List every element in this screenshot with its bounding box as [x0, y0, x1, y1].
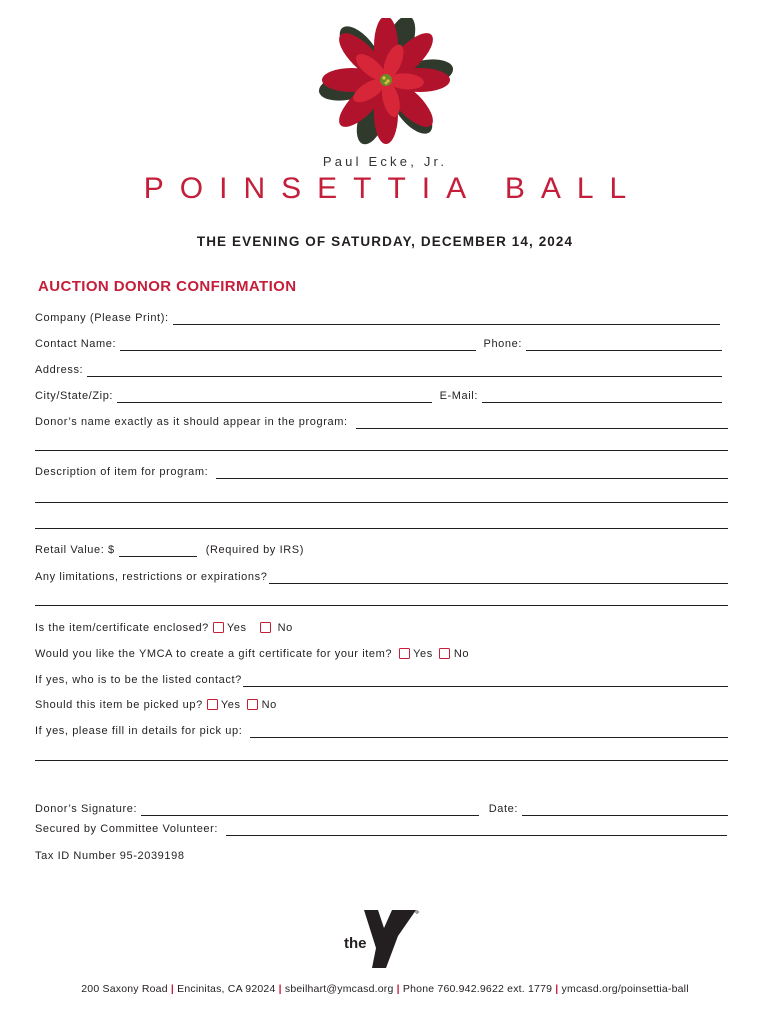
pickup-row [35, 698, 728, 712]
pickup-details-row [35, 724, 728, 738]
description-label: Description of item for program: [35, 466, 209, 478]
footer [0, 983, 770, 995]
footer-email-link[interactable]: sbeilhart@ymcasd.org [284, 983, 394, 995]
page-title: POINSETTIA BALL [143, 172, 643, 205]
pickup-no-label: No [261, 699, 277, 711]
address-field[interactable] [87, 366, 722, 377]
description-row [35, 465, 728, 479]
enclosed-row [35, 621, 728, 635]
gift-cert-yes-label: Yes [413, 648, 433, 660]
phone-field[interactable] [526, 340, 722, 351]
gift-cert-yes-checkbox[interactable] [399, 648, 410, 659]
poinsettia-illustration [318, 18, 454, 148]
signature-row [35, 802, 728, 816]
description-field[interactable] [216, 468, 728, 479]
signature-field[interactable] [141, 805, 479, 816]
address-row [35, 363, 722, 377]
pickup-details-field-line2[interactable] [35, 760, 728, 761]
donor-name-label: Donor’s name exactly as it should appear in the program: [35, 416, 348, 428]
enclosed-yes-label: Yes [226, 622, 247, 634]
footer-phone: Phone 760.942.9622 ext. 1779 [402, 983, 553, 995]
donor-name-field[interactable] [356, 418, 728, 429]
event-date: THE EVENING OF SATURDAY, DECEMBER 14, 2024 [196, 234, 574, 249]
contact-row [35, 337, 722, 351]
limitations-row [35, 570, 728, 584]
footer-address: 200 Saxony Road [81, 983, 168, 995]
logo-the-text: the [344, 935, 367, 952]
email-field[interactable] [482, 392, 722, 403]
address-label: Address: [35, 364, 84, 376]
footer-city: Encinitas, CA 92024 [177, 983, 276, 995]
section-title: AUCTION DONOR CONFIRMATION [38, 278, 297, 295]
contact-name-label: Contact Name: [35, 338, 117, 350]
donor-name-field-line2[interactable] [35, 450, 728, 451]
footer-url-link[interactable]: ymcasd.org/poinsettia-ball [561, 983, 689, 995]
gift-cert-row [35, 647, 728, 661]
listed-contact-field[interactable] [243, 676, 728, 687]
company-row [35, 311, 720, 325]
limitations-label: Any limitations, restrictions or expirations? [35, 571, 268, 583]
description-field-line2[interactable] [35, 502, 728, 503]
secured-by-label: Secured by Committee Volunteer: [35, 823, 219, 835]
footer-separator: | [278, 983, 282, 995]
retail-value-label: Retail Value: $ [35, 544, 115, 556]
pickup-yes-label: Yes [220, 699, 241, 711]
tax-id: Tax ID Number 95-2039198 [35, 850, 185, 862]
date-label: Date: [488, 803, 518, 815]
city-row [35, 389, 722, 403]
limitations-field[interactable] [269, 573, 728, 584]
pickup-no-checkbox[interactable] [247, 699, 258, 710]
listed-contact-label: If yes, who is to be the listed contact? [35, 674, 242, 686]
retail-value-row [35, 543, 728, 557]
gift-cert-question: Would you like the YMCA to create a gift certificate for your item? [35, 648, 393, 660]
enclosed-no-checkbox[interactable] [260, 622, 271, 633]
footer-separator: | [396, 983, 400, 995]
secured-by-row [35, 822, 727, 836]
description-field-line3[interactable] [35, 528, 728, 529]
company-field[interactable] [173, 314, 720, 325]
enclosed-question: Is the item/certificate enclosed? [35, 622, 209, 634]
email-label: E-Mail: [439, 390, 478, 402]
gift-cert-no-label: No [453, 648, 470, 660]
required-irs-note: (Required by IRS) [205, 544, 304, 556]
enclosed-no-label: No [277, 622, 293, 634]
pickup-question: Should this item be picked up? [35, 699, 203, 711]
listed-contact-row [35, 673, 728, 687]
city-state-zip-label: City/State/Zip: [35, 390, 114, 402]
ymca-logo [342, 906, 422, 972]
logo-ymca-text: YMCA [390, 949, 401, 965]
footer-separator: | [170, 983, 175, 995]
pickup-details-field[interactable] [250, 727, 728, 738]
gift-cert-no-checkbox[interactable] [439, 648, 450, 659]
donor-name-row [35, 415, 728, 429]
footer-separator: | [555, 983, 559, 995]
enclosed-yes-checkbox[interactable] [213, 622, 224, 633]
signature-label: Donor’s Signature: [35, 803, 138, 815]
company-label: Company (Please Print): [35, 312, 169, 324]
pickup-yes-checkbox[interactable] [207, 699, 218, 710]
phone-label: Phone: [483, 338, 522, 350]
city-state-zip-field[interactable] [117, 392, 431, 403]
pickup-details-label: If yes, please fill in details for pick up: [35, 725, 243, 737]
contact-name-field[interactable] [120, 340, 475, 351]
subtitle: Paul Ecke, Jr. [322, 154, 448, 169]
limitations-field-line2[interactable] [35, 605, 728, 606]
date-field[interactable] [522, 805, 728, 816]
secured-by-field[interactable] [226, 825, 727, 836]
retail-value-field[interactable] [119, 546, 197, 557]
